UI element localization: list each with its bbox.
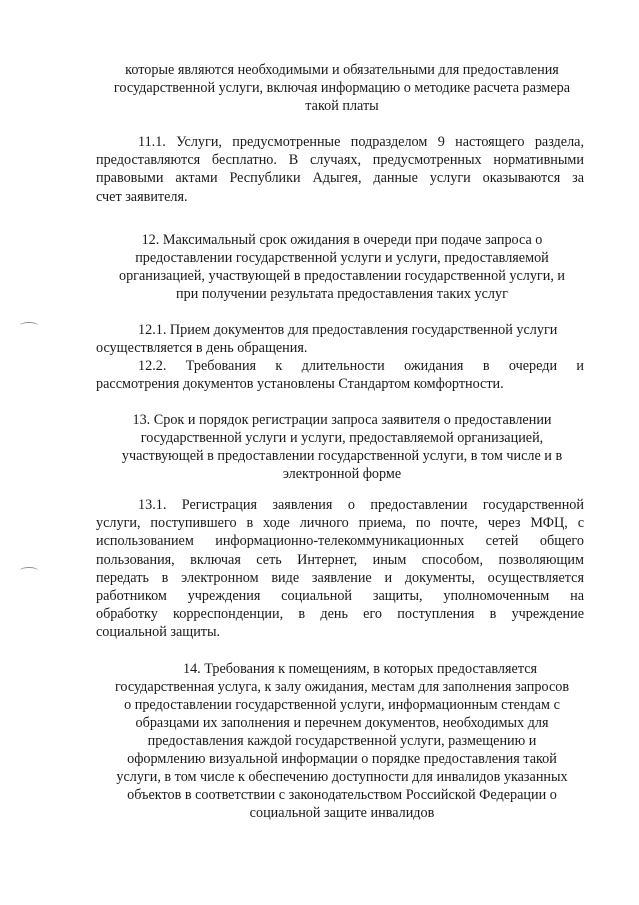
paragraph-line-text: пользования, включая сеть Интернет, иным способом, позволяющим [96,551,584,568]
word: ожидания [404,358,464,374]
paragraph-line [96,357,584,375]
paragraph-line [96,133,584,151]
heading-line: государственная услуга, к залу ожидания, местам для заполнения запросов [114,679,570,695]
paragraph-line-text: счет заявителя. [96,188,188,205]
paragraph-line-text: использованием информационно-телекоммуникационных сетей общего [96,533,584,550]
section-heading-12 [82,231,602,303]
word: 12.2. [138,358,167,374]
heading-line: о предоставлении государственной услуги, информационным стендам с [124,697,560,713]
paragraph-line [96,605,584,623]
paragraph-12-2 [96,357,584,393]
paragraph-line-text: 12.1. Прием документов для предоставления государственной услуги [138,322,558,338]
paragraph-line [96,169,584,187]
heading-line: образцами их заполнения и перечнем документов, необходимых для [135,715,549,731]
paragraph-line-text: услуги, поступившего в ходе личного приема, по почте, через МФЦ, с [96,515,584,532]
paragraph-line [96,551,584,569]
heading-line: государственной услуги и услуги, предоставляемой организацией, [140,430,544,446]
paragraph-line-text: предоставляются бесплатно. В случаях, предусмотренных нормативными [96,152,584,169]
paragraph-line [96,587,584,605]
section-heading-14 [82,660,602,822]
heading-line: при получении результата предоставления таких услуг [176,286,508,302]
heading-line: социальной защите инвалидов [249,805,435,821]
paragraph-line-text: правовыми актами Республики Адыгея, данные услуги оказываются за [96,170,584,187]
paragraph-line [96,151,584,169]
paragraph-line-text: передать в электронном виде заявление и документы, осуществляется [96,569,584,586]
heading-line: которые являются необходимыми и обязательными для предоставления [125,62,559,78]
paragraph-12-1 [96,321,584,357]
margin-mark-top [20,322,38,329]
heading-line: 12. Максимальный срок ожидания в очереди при подаче запроса о [141,232,543,248]
heading-line: предоставления каждой государственной услуги, размещению и [147,733,537,749]
paragraph-line [96,514,584,532]
paragraph-13-1 [96,496,584,642]
heading-line: организацией, участвующей в предоставлении государственной услуги, и [118,268,566,284]
paragraph-line-text: рассмотрения документов установлены Стандартом комфортности. [96,376,504,393]
heading-line: электронной форме [282,466,402,482]
paragraph-line [96,569,584,587]
paragraph-line [96,496,584,514]
paragraph-line-text: 13.1. Регистрация заявления о предоставлении государственной [138,497,584,513]
heading-line: участвующей в предоставлении государственной услуги, в том числе и в [121,448,563,464]
heading-line: оформлению визуальной информации о порядке предоставления такой [127,751,557,767]
heading-line: объектов в соответствии с законодательством Российской Федерации о [127,787,557,803]
paragraph-line-text: 11.1. Услуги, предусмотренные подразделом 9 настоящего раздела, [138,134,584,150]
heading-line: государственной услуги, включая информацию о методике расчета размера [113,80,571,96]
word: очереди [508,358,558,374]
heading-line: 14. Требования к помещениям, в которых предоставляется [182,661,538,677]
paragraph-11-1 [96,133,584,206]
section-heading-fees [82,61,602,115]
heading-line: предоставлении государственной услуги и услуги, предоставляемой [135,250,549,266]
paragraph-line-text: осуществляется в день обращения. [96,340,308,357]
section-heading-13 [82,411,602,483]
word: к [275,358,283,374]
paragraph-line [96,532,584,550]
heading-line: такой платы [305,98,379,114]
word: в [482,358,490,374]
heading-line: 13. Срок и порядок регистрации запроса заявителя о предоставлении [132,412,552,428]
paragraph-line-text: обработку корреспонденции, в день его поступления в учреждение [96,606,584,623]
word: длительности [301,358,385,374]
word: Требования [185,358,257,374]
heading-line: услуги, в том числе к обеспечению доступности для инвалидов указанных [116,769,568,785]
margin-mark-bottom [20,567,38,574]
word: и [576,358,584,374]
paragraph-line-text: работником учреждения социальной защиты, уполномоченным на [96,588,584,605]
paragraph-line-text: социальной защиты. [96,624,221,641]
